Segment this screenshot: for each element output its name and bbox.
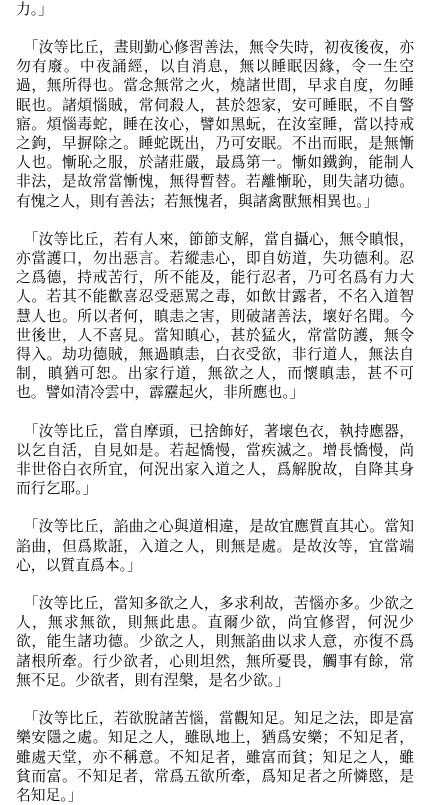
paragraph-5: 「汝等比丘，當知多欲之人，多求利故，苦惱亦多。少欲之人，無求無欲，則無此患。直爾少欲，尚宜修習，何況少欲，能生諸功德。少欲之人，則無諂曲以求人意，亦復不爲諸根所牽。行少欲者，心則坦然，無所憂畏，觸事有餘，常無不足。少欲者，則有涅槃，是名少欲。」: [16, 595, 414, 689]
paragraph-6: 「汝等比丘，若欲脫諸苦惱，當觀知足。知足之法，即是富樂安隱之處。知足之人，雖臥地上，猶爲安樂；不知足者，雖處天堂，亦不稱意。不知足者，雖富而貧；知足之人，雖貧而富。不知足者，常爲五欲所牽，爲知足者之所憐愍，是名知足。」: [16, 710, 414, 804]
paragraph-gap: [16, 19, 414, 38]
paragraph-4: 「汝等比丘，諂曲之心與道相違，是故宜應質直其心。當知諂曲，但爲欺誑，入道之人，則無是處。是故汝等，宜當端心，以質直爲本。」: [16, 518, 414, 574]
paragraph-gap: [16, 498, 414, 517]
paragraph-gap: [16, 690, 414, 709]
paragraph-3: 「汝等比丘，當自摩頭，已捨飾好，著壞色衣，執持應器，以乞自活，自見如是。若起憍慢，當疾滅之。增長憍慢，尚非世俗白衣所宜，何況出家入道之人，爲解脫故，自降其身而行乞耶。」: [16, 422, 414, 498]
paragraph-gap: [16, 211, 414, 230]
paragraph-1: 「汝等比丘，晝則勤心修習善法，無令失時，初夜後夜，亦勿有廢。中夜誦經，以自消息，無以睡眠因緣，令一生空過，無所得也。當念無常之火，燒諸世間，早求自度，勿睡眠也。諸煩惱賊，常伺殺人，甚於怨家，安可睡眠，不自警寤。煩惱毒蛇，睡在汝心，譬如黑蚖，在汝室睡，當以持戒之鉤，早摒除之。睡蛇既出，乃可安眠。不出而眠，是無慚人也。慚恥之服，於諸莊嚴，最爲第一。慚如鐵鉤，能制人非法，是故常當慚愧，無得暫替。若離慚恥，則失諸功德。有愧之人，則有善法；若無愧者，與諸禽獸無相異也。」: [16, 39, 414, 210]
paragraph-gap: [16, 575, 414, 594]
paragraph-gap: [16, 403, 414, 422]
paragraph-2: 「汝等比丘，若有人來，節節支解，當自攝心，無令瞋恨，亦當護口，勿出惡言。若縱恚心，即自妨道，失功德利。忍之爲德，持戒苦行，所不能及，能行忍者，乃可名爲有力大人。若其不能歡喜忍受惡罵之毒，如飲甘露者，不名入道智慧人也。所以者何，瞋恚之害，則破諸善法，壞好名聞。今世後世，人不喜見。當知瞋心，甚於猛火，常當防護，無令得入。劫功德賊，無過瞋恚，白衣受欲，非行道人，無法自制，瞋猶可恕。出家行道，無欲之人，而懷瞋恚，甚不可也。譬如清冷雲中，霹靂起火，非所應也。」: [16, 230, 414, 402]
lead-line: 力。」: [16, 1, 53, 18]
